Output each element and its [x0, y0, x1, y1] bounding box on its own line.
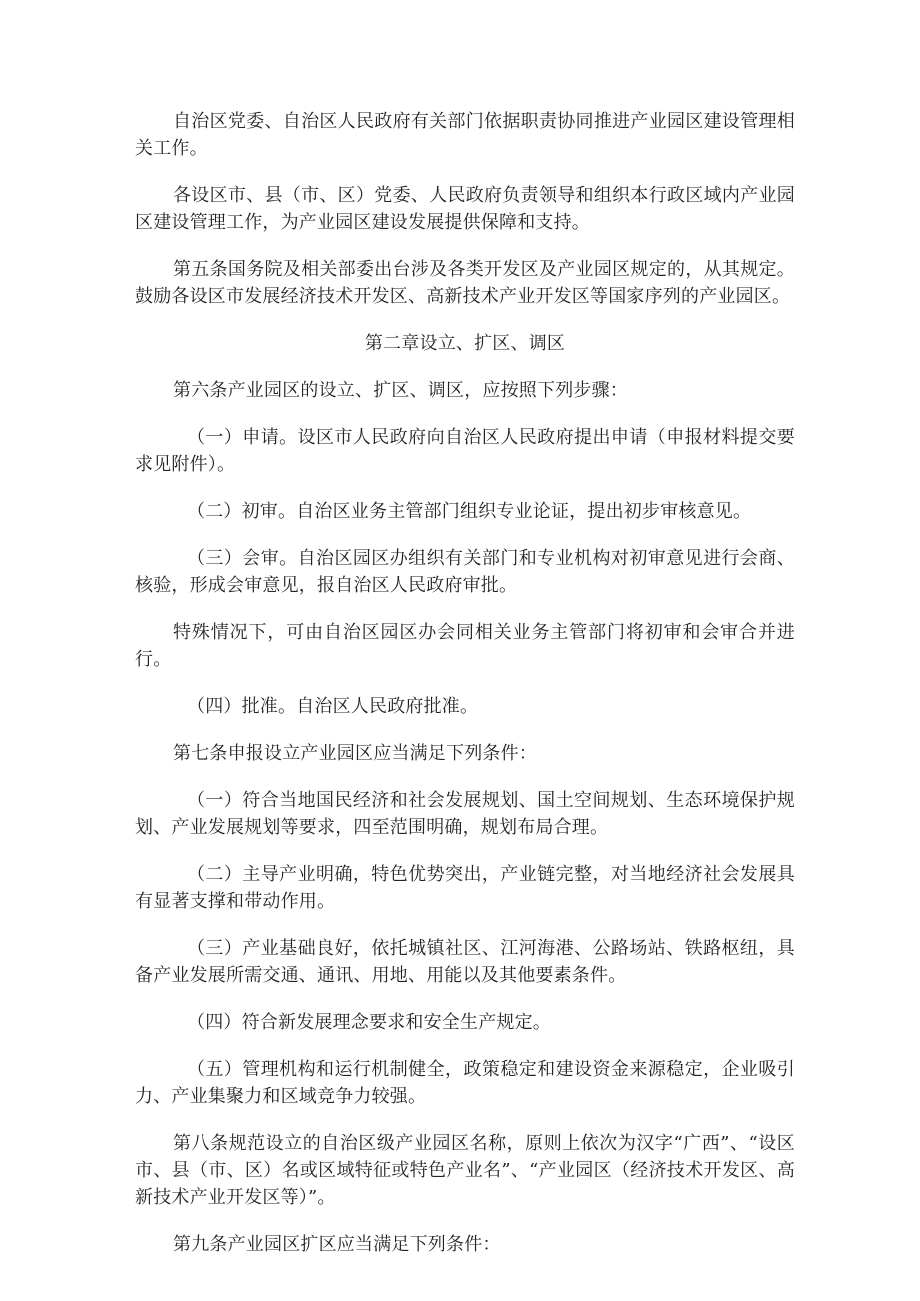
paragraph-city-county-responsibility: 各设区市、县（市、区）党委、人民政府负责领导和组织本行政区域内产业园区建设管理工作，为产业园区建设发展提供保障和支持。	[135, 185, 795, 233]
list-item-article-7-condition-4: （四）符合新发展理念要求和安全生产规定。	[187, 1012, 551, 1033]
paragraph-article-9-intro: 第九条产业园区扩区应当满足下列条件：	[173, 1234, 501, 1255]
document-body	[135, 108, 795, 1278]
list-item-article-6-step-2: （二）初审。自治区业务主管部门组织专业论证，提出初步审核意见。	[187, 501, 752, 522]
paragraph-article-5: 第五条国务院及相关部委出台涉及各类开发区及产业园区规定的，从其规定。鼓励各设区市发展经济技术开发区、高新技术产业开发区等国家序列的产业园区。	[135, 259, 795, 307]
list-item-article-7-condition-5: （五）管理机构和运行机制健全，政策稳定和建设资金来源稳定，企业吸引力、产业集聚力和区域竞争力较强。	[135, 1059, 795, 1107]
paragraph-article-7-intro: 第七条申报设立产业园区应当满足下列条件：	[173, 743, 537, 764]
paragraph-article-6-intro: 第六条产业园区的设立、扩区、调区，应按照下列步骤：	[173, 380, 628, 401]
list-item-article-7-condition-2: （二）主导产业明确，特色优势突出，产业链完整，对当地经济社会发展具有显著支撑和带动作用。	[135, 864, 795, 912]
chapter-heading: 第二章设立、扩区、调区	[364, 333, 566, 354]
paragraph-party-departments: 自治区党委、自治区人民政府有关部门依据职责协同推进产业园区建设管理相关工作。	[135, 111, 795, 159]
list-item-article-7-condition-1: （一）符合当地国民经济和社会发展规划、国土空间规划、生态环境保护规划、产业发展规划等要求，四至范围明确，规划布局合理。	[135, 790, 795, 838]
paragraph-article-8: 第八条规范设立的自治区级产业园区名称，原则上依次为汉字“广西”、“设区市、县（市、区）名或区域特征或特色产业名”、“产业园区（经济技术开发区、高新技术产业开发区等）”。	[135, 1133, 795, 1208]
list-item-article-7-condition-3: （三）产业基础良好，依托城镇社区、江河海港、公路场站、铁路枢纽，具备产业发展所需交通、通讯、用地、用能以及其他要素条件。	[135, 938, 795, 986]
list-item-article-6-step-4: （四）批准。自治区人民政府批准。	[187, 696, 479, 717]
paragraph-article-6-special-case: 特殊情况下，可由自治区园区办会同相关业务主管部门将初审和会审合并进行。	[135, 622, 795, 670]
list-item-article-6-step-3: （三）会审。自治区园区办组织有关部门和专业机构对初审意见进行会商、核验，形成会审意见，报自治区人民政府审批。	[135, 548, 795, 596]
list-item-article-6-step-1: （一）申请。设区市人民政府向自治区人民政府提出申请（申报材料提交要求见附件）。	[135, 427, 795, 475]
